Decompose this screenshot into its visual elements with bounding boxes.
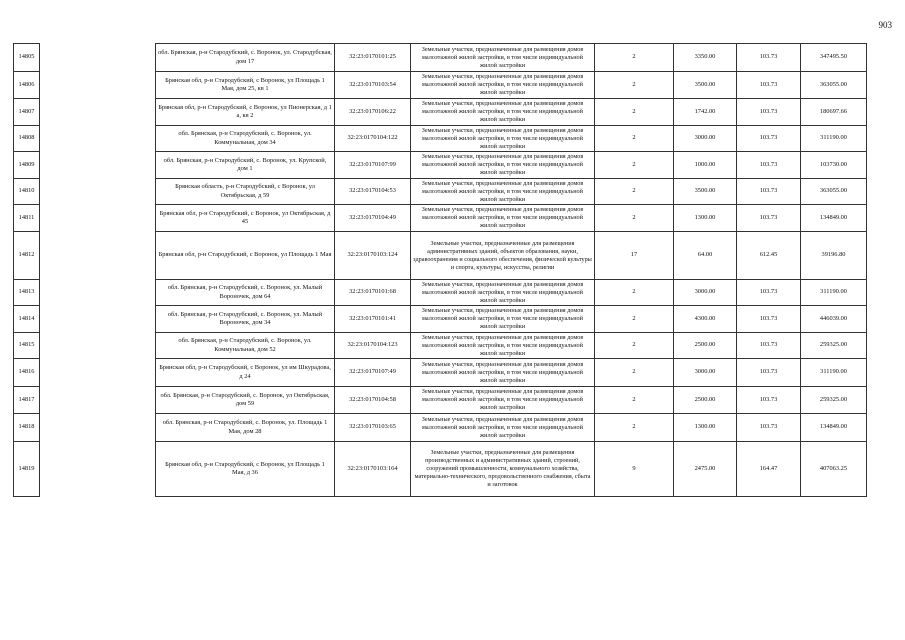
group-cell: 2	[595, 99, 674, 126]
cadastral-value-cell: 259325.00	[801, 333, 867, 359]
table-row	[156, 359, 867, 387]
area-cell: 2500.00	[674, 333, 737, 359]
cadastral-value-cell: 311190.00	[801, 280, 867, 306]
cadastral-table	[155, 43, 867, 497]
cadastral-number-cell: 32:23:0170107:99	[335, 152, 411, 179]
cadastral-value-cell: 103730.00	[801, 152, 867, 179]
row-id-cell: 14818	[14, 414, 40, 442]
table-row	[156, 126, 867, 152]
address-cell: Брянская обл, р-н Стародубский, с Воронок, ул Пионерская, д 1 а, кв 2	[156, 99, 335, 126]
row-number	[14, 72, 40, 99]
table-row	[156, 387, 867, 414]
land-use-cell: Земельные участки, предназначенные для размещения домов малоэтажной жилой застройки, в том числе индивидуальной жилой застройки	[411, 152, 595, 179]
address-cell: обл. Брянская, р-н Стародубский, с. Воронок, ул Октябрьская, дом 59	[156, 387, 335, 414]
address-cell: Брянская область, р-н Стародубский, с Воронок, ул Октябрьская, д 59	[156, 179, 335, 205]
land-use-cell: Земельные участки, предназначенные для размещения домов малоэтажной жилой застройки, в том числе индивидуальной жилой застройки	[411, 44, 595, 72]
cadastral-value-cell: 347495.50	[801, 44, 867, 72]
land-use-cell: Земельные участки, предназначенные для размещения домов малоэтажной жилой застройки, в том числе индивидуальной жилой застройки	[411, 99, 595, 126]
cadastral-value-cell: 39196.80	[801, 232, 867, 280]
row-number	[14, 359, 40, 387]
group-cell: 2	[595, 333, 674, 359]
cadastral-number-cell: 32:23:0170103:54	[335, 72, 411, 99]
address-cell: Брянская обл, р-н Стародубский, с Воронок, ул Площадь 1 Мая	[156, 232, 335, 280]
land-use-cell: Земельные участки, предназначенные для размещения домов малоэтажной жилой застройки, в том числе индивидуальной жилой застройки	[411, 359, 595, 387]
address-cell: обл. Брянская, р-н Стародубский, с. Воронок, ул. Стародубская, дом 17	[156, 44, 335, 72]
cadastral-number-cell: 32:23:0170104:53	[335, 179, 411, 205]
row-number	[14, 442, 40, 497]
rate-cell: 103.73	[737, 359, 801, 387]
land-use-cell: Земельные участки, предназначенные для размещения домов малоэтажной жилой застройки, в том числе индивидуальной жилой застройки	[411, 72, 595, 99]
table-row	[156, 232, 867, 280]
group-cell: 2	[595, 414, 674, 442]
rate-cell: 103.73	[737, 306, 801, 333]
area-cell: 3000.00	[674, 359, 737, 387]
table-row	[156, 442, 867, 497]
address-cell: Брянская обл, р-н Стародубский, с Воронок, ул Октябрьская, д 45	[156, 205, 335, 232]
row-number	[14, 44, 40, 72]
table-row	[156, 179, 867, 205]
group-cell: 17	[595, 232, 674, 280]
group-cell: 2	[595, 306, 674, 333]
land-use-cell: Земельные участки, предназначенные для размещения производственных и административных зданий, строений, сооружений промышленности, коммунального хозяйства, материально-технического, продовольственного снабжения, сбыта и заготовок	[411, 442, 595, 497]
cadastral-value-cell: 134849.00	[801, 414, 867, 442]
row-number	[14, 205, 40, 232]
cadastral-value-cell: 311190.00	[801, 126, 867, 152]
land-use-cell: Земельные участки, предназначенные для размещения домов малоэтажной жилой застройки, в том числе индивидуальной жилой застройки	[411, 306, 595, 333]
row-id-cell: 14814	[14, 306, 40, 333]
rate-cell: 103.73	[737, 179, 801, 205]
cadastral-number-cell: 32:23:0170104:58	[335, 387, 411, 414]
rate-cell: 103.73	[737, 280, 801, 306]
group-cell: 2	[595, 126, 674, 152]
group-cell: 9	[595, 442, 674, 497]
rate-cell: 103.73	[737, 333, 801, 359]
table-row	[156, 414, 867, 442]
cadastral-number-cell: 32:23:0170107:49	[335, 359, 411, 387]
table-row	[156, 280, 867, 306]
row-id-cell: 14807	[14, 99, 40, 126]
rate-cell: 103.73	[737, 72, 801, 99]
land-use-cell: Земельные участки, предназначенные для размещения домов малоэтажной жилой застройки, в том числе индивидуальной жилой застройки	[411, 333, 595, 359]
row-number	[14, 152, 40, 179]
land-use-cell: Земельные участки, предназначенные для размещения домов малоэтажной жилой застройки, в том числе индивидуальной жилой застройки	[411, 179, 595, 205]
rate-cell: 103.73	[737, 152, 801, 179]
row-number	[14, 99, 40, 126]
area-cell: 4300.00	[674, 306, 737, 333]
group-cell: 2	[595, 205, 674, 232]
row-id-cell: 14815	[14, 333, 40, 359]
group-cell: 2	[595, 179, 674, 205]
cadastral-value-cell: 259325.00	[801, 387, 867, 414]
table-row	[156, 152, 867, 179]
cadastral-number-cell: 32:23:0170106:22	[335, 99, 411, 126]
row-id-cell: 14816	[14, 359, 40, 387]
area-cell: 1742.00	[674, 99, 737, 126]
cadastral-number-cell: 32:23:0170103:124	[335, 232, 411, 280]
area-cell: 1300.00	[674, 205, 737, 232]
row-number	[14, 414, 40, 442]
group-cell: 2	[595, 44, 674, 72]
area-cell: 3350.00	[674, 44, 737, 72]
cadastral-number-cell: 32:23:0170101:41	[335, 306, 411, 333]
group-cell: 2	[595, 359, 674, 387]
rate-cell: 103.73	[737, 44, 801, 72]
row-number	[14, 232, 40, 280]
row-id-cell: 14808	[14, 126, 40, 152]
land-use-cell: Земельные участки, предназначенные для размещения домов малоэтажной жилой застройки, в том числе индивидуальной жилой застройки	[411, 280, 595, 306]
cadastral-value-cell: 446039.00	[801, 306, 867, 333]
area-cell: 64.00	[674, 232, 737, 280]
area-cell: 3500.00	[674, 72, 737, 99]
row-id-cell: 14805	[14, 44, 40, 72]
rate-cell: 164.47	[737, 442, 801, 497]
table-row	[156, 205, 867, 232]
table-row	[156, 99, 867, 126]
area-cell: 1000.00	[674, 152, 737, 179]
cadastral-number-cell: 32:23:0170104:49	[335, 205, 411, 232]
land-use-cell: Земельные участки, предназначенные для размещения домов малоэтажной жилой застройки, в том числе индивидуальной жилой застройки	[411, 126, 595, 152]
group-cell: 2	[595, 280, 674, 306]
rate-cell: 103.73	[737, 126, 801, 152]
land-use-cell: Земельные участки, предназначенные для размещения домов малоэтажной жилой застройки, в том числе индивидуальной жилой застройки	[411, 414, 595, 442]
table-row	[156, 306, 867, 333]
cadastral-value-cell: 134849.00	[801, 205, 867, 232]
cadastral-number-cell: 32:23:0170103:65	[335, 414, 411, 442]
row-number	[14, 126, 40, 152]
cadastral-number-cell: 32:23:0170101:68	[335, 280, 411, 306]
address-cell: Брянская обл, р-н Стародубский, с Воронок, ул Площадь 1 Мая, дом 25, кв 1	[156, 72, 335, 99]
cadastral-number-cell: 32:23:0170104:122	[335, 126, 411, 152]
row-number-column	[13, 43, 40, 497]
group-cell: 2	[595, 72, 674, 99]
cadastral-value-cell: 407063.25	[801, 442, 867, 497]
row-id-cell: 14813	[14, 280, 40, 306]
area-cell: 3000.00	[674, 280, 737, 306]
table-row	[156, 333, 867, 359]
row-id-cell: 14819	[14, 442, 40, 497]
group-cell: 2	[595, 152, 674, 179]
area-cell: 2500.00	[674, 387, 737, 414]
area-cell: 2475.00	[674, 442, 737, 497]
rate-cell: 612.45	[737, 232, 801, 280]
address-cell: обл. Брянская, р-н Стародубский, с. Воронок, ул. Малый Вороночек, дом 64	[156, 280, 335, 306]
row-id-cell: 14809	[14, 152, 40, 179]
address-cell: обл. Брянская, р-н Стародубский, с. Воронок, ул. Коммунальная, дом 34	[156, 126, 335, 152]
table-row	[156, 44, 867, 72]
cadastral-number-cell: 32:23:0170101:25	[335, 44, 411, 72]
row-id-cell: 14812	[14, 232, 40, 280]
row-id-cell: 14817	[14, 387, 40, 414]
address-cell: Брянская обл, р-н Стародубский, с Воронок, ул Площадь 1 Мая, д 36	[156, 442, 335, 497]
row-id-cell: 14810	[14, 179, 40, 205]
area-cell: 3000.00	[674, 126, 737, 152]
row-number	[14, 179, 40, 205]
group-cell: 2	[595, 387, 674, 414]
cadastral-value-cell: 363055.00	[801, 72, 867, 99]
rate-cell: 103.73	[737, 387, 801, 414]
row-number	[14, 280, 40, 306]
land-use-cell: Земельные участки, предназначенные для размещения административных зданий, объектов образования, науки, здравоохранения и социального обеспечения, физической культуры и спорта, культуры, искусства, религии	[411, 232, 595, 280]
land-use-cell: Земельные участки, предназначенные для размещения домов малоэтажной жилой застройки, в том числе индивидуальной жилой застройки	[411, 387, 595, 414]
area-cell: 1300.00	[674, 414, 737, 442]
address-cell: обл. Брянская, р-н Стародубский, с. Воронок, ул. Малый Вороночек, дом 34	[156, 306, 335, 333]
area-cell: 3500.00	[674, 179, 737, 205]
cadastral-value-cell: 363055.00	[801, 179, 867, 205]
address-cell: обл. Брянская, р-н Стародубский, с. Воронок, ул. Коммунальная, дом 52	[156, 333, 335, 359]
row-id-cell: 14811	[14, 205, 40, 232]
rate-cell: 103.73	[737, 99, 801, 126]
rate-cell: 103.73	[737, 205, 801, 232]
cadastral-value-cell: 180697.66	[801, 99, 867, 126]
cadastral-number-cell: 32:23:0170104:123	[335, 333, 411, 359]
cadastral-number-cell: 32:23:0170103:164	[335, 442, 411, 497]
cadastral-value-cell: 311190.00	[801, 359, 867, 387]
table-row	[156, 72, 867, 99]
land-use-cell: Земельные участки, предназначенные для размещения домов малоэтажной жилой застройки, в том числе индивидуальной жилой застройки	[411, 205, 595, 232]
row-number	[14, 306, 40, 333]
page-number: 903	[878, 20, 892, 30]
address-cell: обл. Брянская, р-н Стародубский, с. Воронок, ул. Крупской, дом 1	[156, 152, 335, 179]
address-cell: Брянская обл, р-н Стародубский, с Воронок, ул им Шкурадова, д 24	[156, 359, 335, 387]
row-number	[14, 387, 40, 414]
row-id-cell: 14806	[14, 72, 40, 99]
row-number	[14, 333, 40, 359]
address-cell: обл. Брянская, р-н Стародубский, с. Воронок, ул. Площадь 1 Мая, дом 28	[156, 414, 335, 442]
rate-cell: 103.73	[737, 414, 801, 442]
